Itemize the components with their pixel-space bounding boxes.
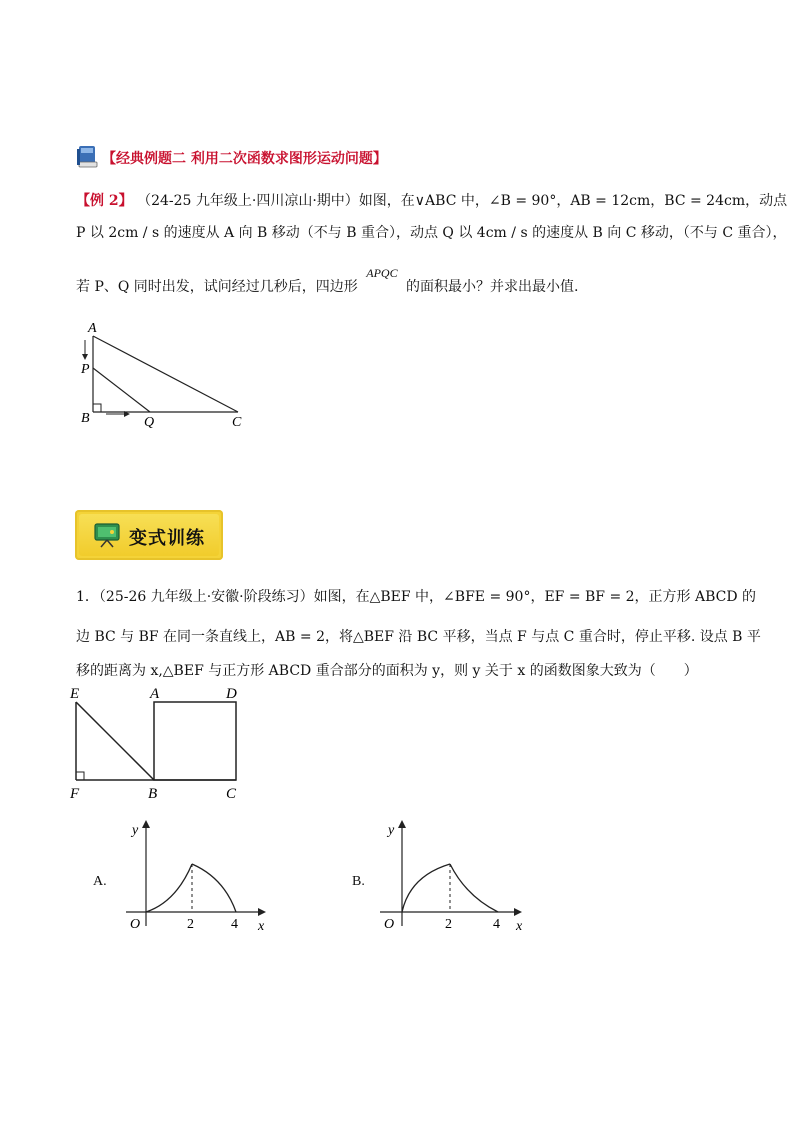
exercise-line-1 <box>76 586 756 606</box>
label-c: C <box>232 415 242 430</box>
example-line-3 <box>76 266 579 296</box>
label-a: A <box>88 321 97 336</box>
book-icon <box>76 144 100 170</box>
exercise-line-2 <box>76 626 761 646</box>
label-b2: B <box>148 786 158 802</box>
option-b-tick-2: 2 <box>445 917 452 932</box>
banner-label: 变式训练 <box>129 528 205 549</box>
label-e: E <box>70 686 80 702</box>
label-b: B <box>81 411 90 426</box>
exercise-text-2: 边 BC 与 BF 在同一条直线上，AB = 2，将△BEF 沿 BC 平移，当点 F 与点 C 重合时，停止平移. 设点 B 平 <box>76 629 761 645</box>
example-line-2 <box>76 222 787 242</box>
triangle-figure <box>80 318 270 430</box>
presentation-board-icon <box>93 522 121 548</box>
option-a-y-label: y <box>132 823 139 838</box>
option-b-tick-4: 4 <box>493 917 500 932</box>
example-text-3-post: 的面积最小？并求出最小值. <box>406 279 579 295</box>
option-a-x-label: x <box>258 919 265 934</box>
option-b-y-label: y <box>388 823 395 838</box>
section-header-title: 【经典例题二 利用二次函数求图形运动问题】 <box>102 151 387 167</box>
exercise-text-3: 移的距离为 x,△BEF 与正方形 ABCD 重合部分的面积为 y，则 y 关于 x 的函数图象大致为（ ） <box>76 663 698 679</box>
option-b-graph[interactable] <box>366 816 526 936</box>
label-c2: C <box>226 786 237 802</box>
banner-inner <box>79 514 219 556</box>
example-line-1 <box>76 190 787 210</box>
option-a-origin: O <box>130 917 141 932</box>
option-b-label[interactable]: B. <box>352 874 365 889</box>
square-triangle-figure <box>68 684 248 804</box>
example-tag: 【例 2】 <box>76 193 133 209</box>
exercise-text-1: 1．（25-26 九年级上·安徽·阶段练习）如图，在△BEF 中，∠BFE = 90°，EF = BF = 2，正方形 ABCD 的 <box>76 589 757 605</box>
example-text-3-math: APQC <box>366 266 398 280</box>
option-a-tick-4: 4 <box>231 917 238 932</box>
option-a-label[interactable]: A. <box>93 874 107 889</box>
option-b-x-label: x <box>516 919 523 934</box>
label-d: D <box>226 686 237 702</box>
example-text-1: （24-25 九年级上·四川凉山·期中）如图，在∨ABC 中，∠B = 90°，AB = 12cm，BC = 24cm，动点 <box>137 193 788 209</box>
option-a-graph[interactable] <box>110 816 270 936</box>
variant-training-banner <box>75 510 223 560</box>
exercise-line-3 <box>76 660 698 680</box>
option-a-tick-2: 2 <box>187 917 194 932</box>
example-text-3-pre: 若 P、Q 同时出发，试问经过几秒后，四边形 <box>76 279 358 295</box>
label-q: Q <box>144 415 155 430</box>
option-b-origin: O <box>384 917 395 932</box>
label-f: F <box>70 786 80 802</box>
label-p: P <box>81 362 90 377</box>
example-text-2: P 以 2cm / s 的速度从 A 向 B 移动（不与 B 重合），动点 Q 以 4cm / s 的速度从 B 向 C 移动，（不与 C 重合）， <box>76 225 787 241</box>
label-a2: A <box>150 686 160 702</box>
